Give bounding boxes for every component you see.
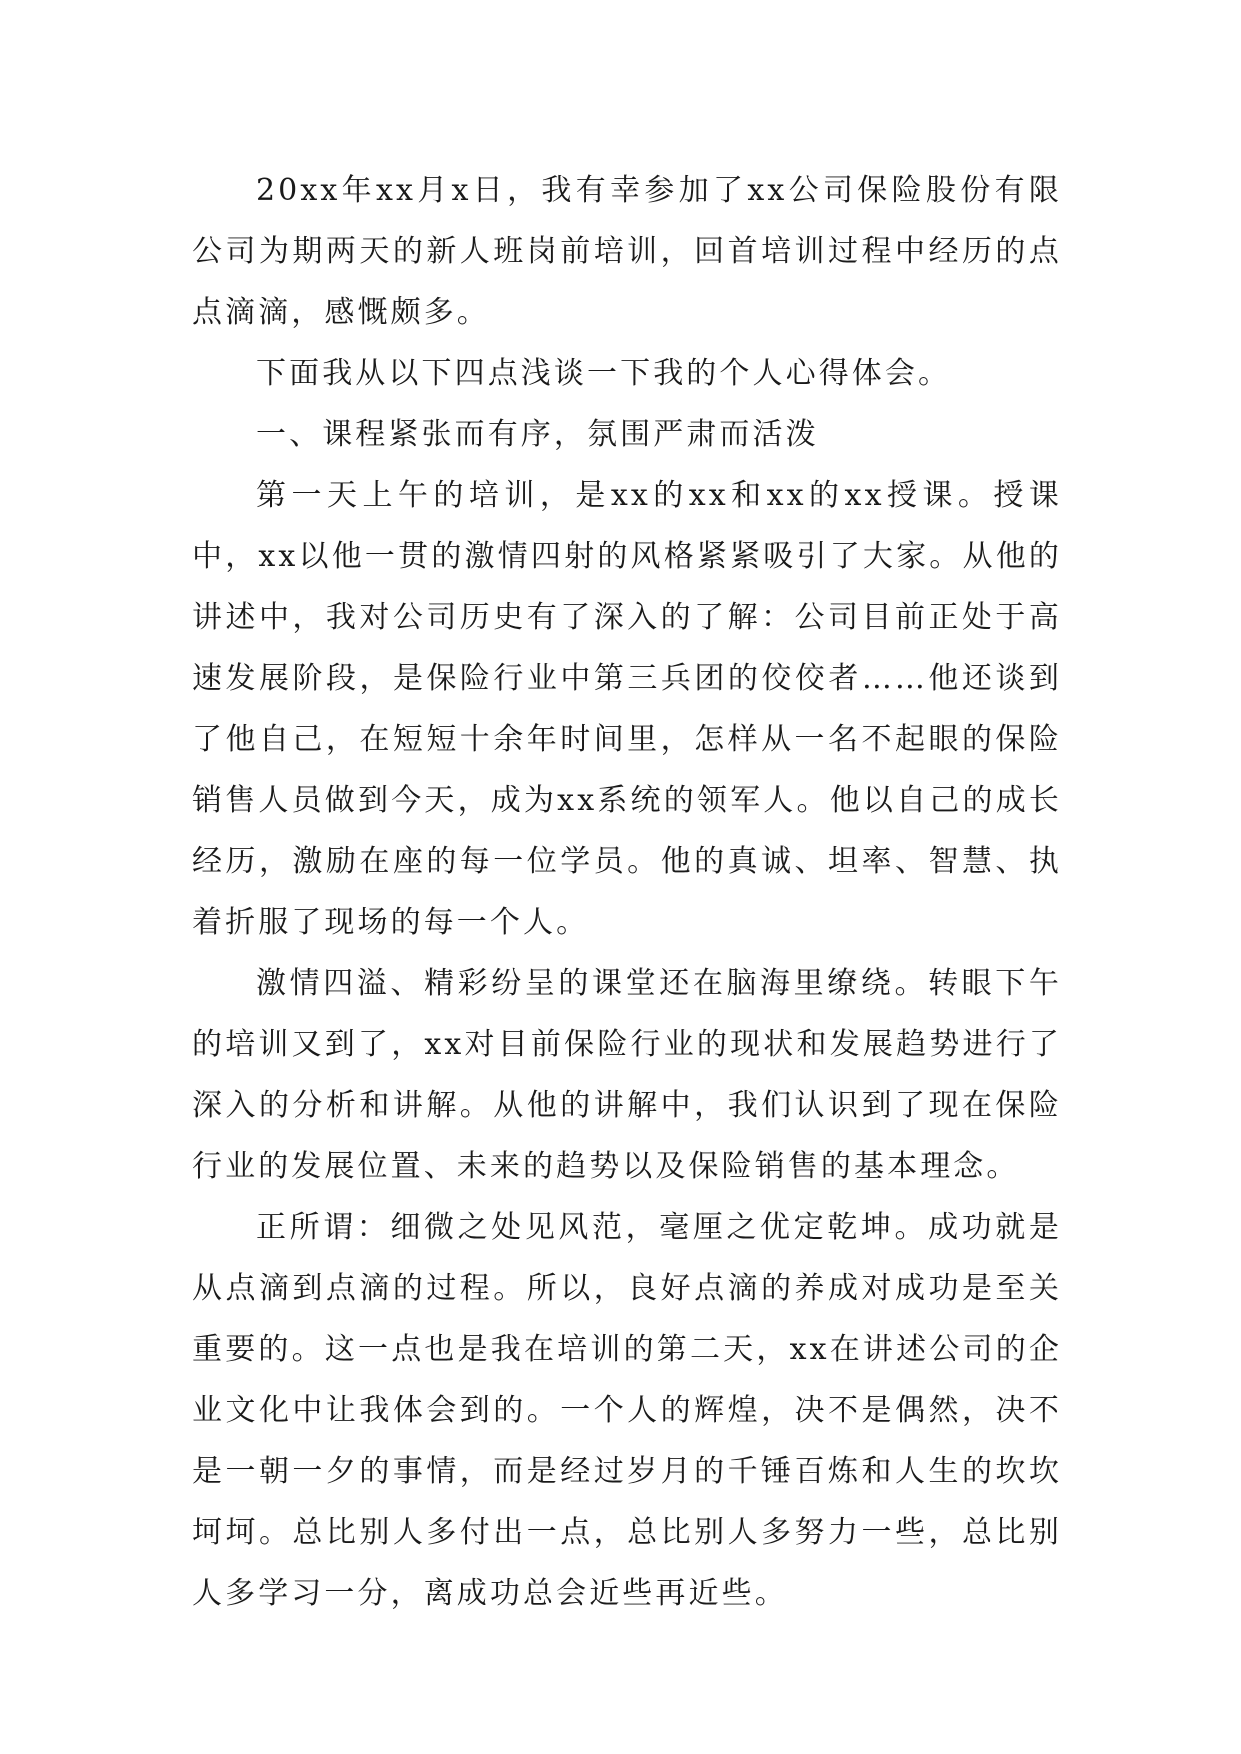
document-body — [192, 160, 1062, 1624]
paragraph-day-one-morning: 第一天上午的培训，是xx的xx和xx的xx授课。授课中，xx以他一贯的激情四射的风格紧紧吸引了大家。从他的讲述中，我对公司历史有了深入的了解：公司目前正处于高速发展阶段，是保险行业中第三兵团的佼佼者……他还谈到了他自己，在短短十余年时间里，怎样从一名不起眼的保险销售人员做到今天，成为xx系统的领军人。他以自己的成长经历，激励在座的每一位学员。他的真诚、坦率、智慧、执着折服了现场的每一个人。 — [192, 478, 1062, 940]
paragraph-day-one-afternoon: 激情四溢、精彩纷呈的课堂还在脑海里缭绕。转眼下午的培训又到了，xx对目前保险行业的现状和发展趋势进行了深入的分析和讲解。从他的讲解中，我们认识到了现在保险行业的发展位置、未来的趋势以及保险销售的基本理念。 — [192, 966, 1062, 1184]
paragraph-intro: 20xx年xx月x日，我有幸参加了xx公司保险股份有限公司为期两天的新人班岗前培训，回首培训过程中经历的点点滴滴，感慨颇多。 — [192, 173, 1062, 330]
paragraph-overview: 下面我从以下四点浅谈一下我的个人心得体会。 — [256, 356, 952, 391]
section-heading-1: 一、课程紧张而有序，氛围严肃而活泼 — [256, 417, 819, 452]
paragraph-day-two: 正所谓：细微之处见风范，毫厘之优定乾坤。成功就是从点滴到点滴的过程。所以，良好点滴的养成对成功是至关重要的。这一点也是我在培训的第二天，xx在讲述公司的企业文化中让我体会到的。一个人的辉煌，决不是偶然，决不是一朝一夕的事情，而是经过岁月的千锤百炼和人生的坎坎坷坷。总比别人多付出一点，总比别人多努力一些，总比别人多学习一分，离成功总会近些再近些。 — [192, 1210, 1062, 1611]
